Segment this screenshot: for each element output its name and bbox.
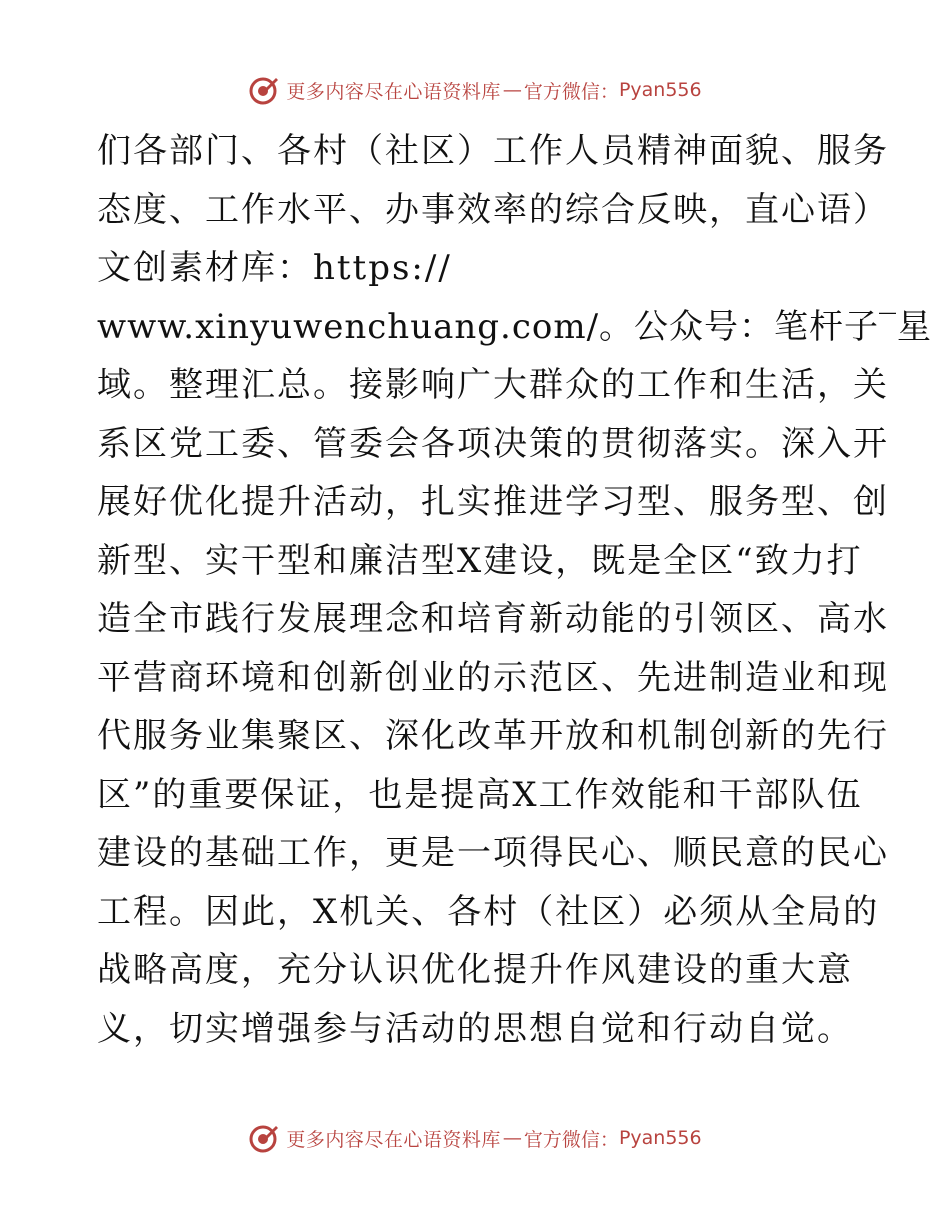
body-line: 新型、实干型和廉洁型X建设，既是全区“致力打: [97, 540, 863, 581]
body-paragraph: [97, 122, 933, 1058]
header-wechat-id: Pyan556: [618, 79, 702, 101]
pen-logo-icon: [248, 74, 280, 106]
body-line: 域。整理汇总。接影响广大群众的工作和生活，关: [97, 365, 889, 405]
footer-watermark-text: 更多内容尽在心语资料库: [286, 1128, 501, 1151]
footer-separator: —: [502, 1127, 522, 1149]
body-line: 展好优化提升活动，扎实推进学习型、服务型、创: [97, 482, 889, 522]
header-watermark: [0, 70, 950, 110]
footer-wechat-label: 官方微信：: [523, 1128, 619, 1151]
body-line: www.xinyuwenchuang.com/。公众号：笔杆子‾星: [97, 306, 933, 347]
body-line: 造全市践行发展理念和培育新动能的引领区、高水: [97, 599, 889, 639]
body-line: 战略高度，充分认识优化提升作风建设的重大意: [97, 950, 853, 990]
body-line: 态度、工作水平、办事效率的综合反映，直心语）: [97, 189, 889, 230]
body-line: 代服务业集聚区、深化改革开放和机制创新的先行: [97, 716, 889, 756]
footer-watermark: [0, 1118, 950, 1158]
header-separator: —: [502, 79, 522, 101]
body-line: 系区党工委、管委会各项决策的贯彻落实。深入开: [97, 423, 889, 464]
body-line: 工程。因此，X机关、各村（社区）必须从全局的: [97, 891, 880, 932]
header-wechat-label: 官方微信：: [523, 80, 619, 103]
pen-logo-icon: [248, 1122, 280, 1154]
body-line: 平营商环境和创新创业的示范区、先进制造业和现: [97, 657, 889, 698]
body-line: 区”的重要保证，也是提高X工作效能和干部队伍: [97, 774, 863, 815]
footer-wechat-id: Pyan556: [618, 1127, 702, 1149]
header-watermark-text: 更多内容尽在心语资料库: [286, 80, 501, 103]
body-line: 义，切实增强参与活动的思想自觉和行动自觉。: [97, 1008, 853, 1049]
body-line: 们各部门、各村（社区）工作人员精神面貌、服务: [97, 131, 889, 171]
body-line: 文创素材库：https://: [97, 248, 452, 288]
body-line: 建设的基础工作，更是一项得民心、顺民意的民心: [97, 833, 889, 873]
